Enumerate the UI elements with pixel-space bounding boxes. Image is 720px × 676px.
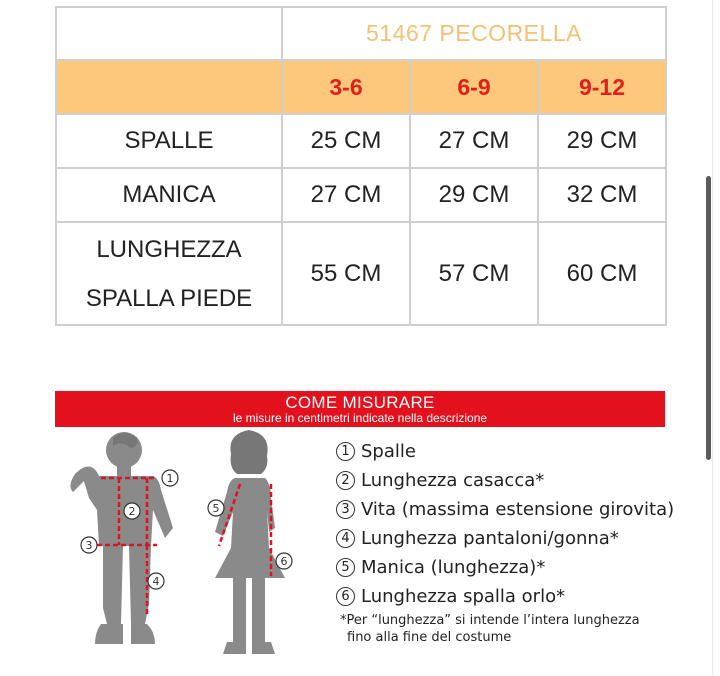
number-circle-icon: 6 — [336, 587, 355, 606]
length-note — [340, 612, 640, 646]
legend-item — [336, 466, 674, 495]
legend-item — [336, 437, 674, 466]
measurement-figures — [55, 428, 315, 668]
how-to-measure-title: COME MISURARE — [285, 393, 435, 412]
number-circle-icon: 1 — [336, 442, 355, 461]
marker-1: 1 — [166, 472, 174, 485]
legend-text: Lunghezza spalla orlo* — [361, 586, 566, 607]
size-chart-table — [55, 6, 667, 326]
legend-text: Lunghezza casacca* — [361, 470, 545, 491]
scrollbar[interactable] — [706, 176, 711, 460]
legend-item — [336, 495, 674, 524]
number-circle-icon: 2 — [336, 471, 355, 490]
legend-text: Manica (lunghezza)* — [361, 557, 546, 578]
table-cell: 27 CM — [411, 115, 539, 169]
note-line: *Per “lunghezza” si intende l’intera lunghezza — [340, 613, 640, 628]
number-circle-icon: 4 — [336, 529, 355, 548]
table-row — [55, 169, 667, 223]
how-to-measure-banner — [55, 391, 665, 427]
table-cell: 27 CM — [283, 169, 411, 223]
table-cell: 57 CM — [411, 223, 539, 326]
table-cell: 25 CM — [283, 115, 411, 169]
marker-5: 5 — [212, 502, 220, 515]
table-cell: 60 CM — [539, 223, 667, 326]
number-circle-icon: 3 — [336, 500, 355, 519]
size-header: 9-12 — [539, 61, 667, 115]
size-header: 6-9 — [411, 61, 539, 115]
number-circle-icon: 5 — [336, 558, 355, 577]
legend-text: Spalle — [361, 441, 416, 462]
girl-figure-icon — [212, 430, 285, 654]
table-row — [55, 6, 667, 61]
table-row — [55, 115, 667, 169]
empty-header-cell — [55, 61, 283, 115]
empty-corner-cell — [55, 6, 283, 61]
row-label-line: LUNGHEZZA — [96, 235, 242, 263]
row-label: SPALLE — [55, 115, 283, 169]
product-name: 51467 PECORELLA — [283, 6, 667, 61]
marker-3: 3 — [85, 539, 93, 552]
legend-item — [336, 582, 674, 611]
marker-6: 6 — [280, 555, 288, 568]
row-label — [55, 223, 283, 326]
table-cell: 32 CM — [539, 169, 667, 223]
table-row — [55, 223, 667, 326]
row-label-line: SPALLA PIEDE — [85, 284, 253, 312]
measurement-legend — [336, 437, 674, 611]
how-to-measure-subtitle: le misure in centimetri indicate nella descrizione — [232, 411, 488, 425]
row-label: MANICA — [55, 169, 283, 223]
table-row — [55, 61, 667, 115]
legend-text: Vita (massima estensione girovita) — [361, 499, 675, 520]
size-header: 3-6 — [283, 61, 411, 115]
right-edge-line — [712, 0, 713, 676]
table-cell: 29 CM — [411, 169, 539, 223]
marker-4: 4 — [152, 575, 160, 588]
note-line: fino alla fine del costume — [347, 630, 512, 645]
table-cell: 29 CM — [539, 115, 667, 169]
marker-2: 2 — [128, 505, 136, 518]
legend-item — [336, 553, 674, 582]
legend-text: Lunghezza pantaloni/gonna* — [361, 528, 619, 549]
table-cell: 55 CM — [283, 223, 411, 326]
legend-item — [336, 524, 674, 553]
